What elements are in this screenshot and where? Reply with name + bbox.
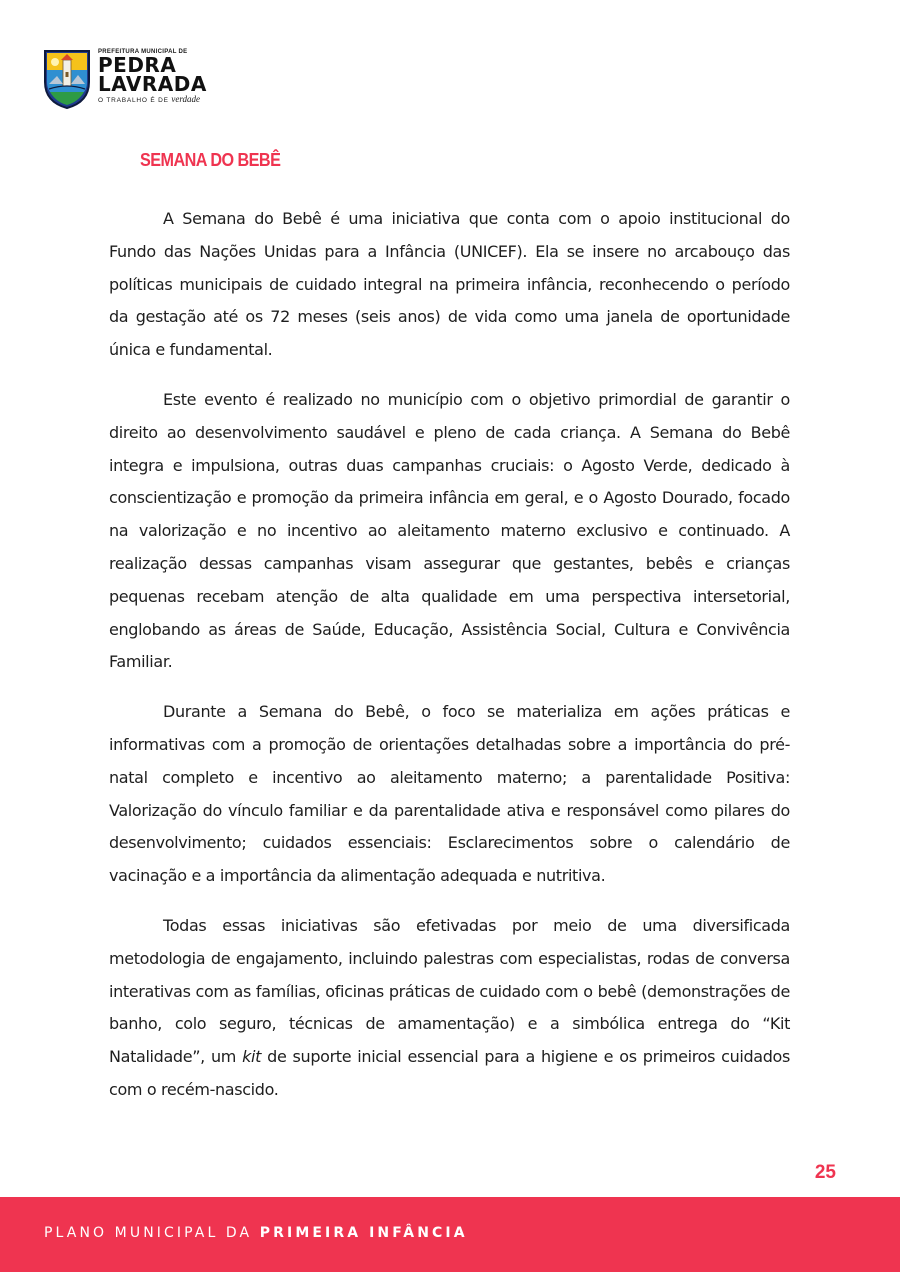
- footer-title-plain: PLANO MUNICIPAL DA: [44, 1225, 260, 1241]
- paragraph-3: Durante a Semana do Bebê, o foco se materializa em ações práticas e informativas com a promoção de orientações detalhadas sobre a importância do pré-natal completo e incentivo ao aleitamento materno; a parentalidade Positiva: Valorização do vínculo familiar e da parentalidade ativa e responsável como pilares do desenvolvimento; cuidados essenciais: Esclarecimentos sobre o calendário de vacinação e a importância da alimentação adequada e nutritiva.: [109, 702, 790, 886]
- logo-tagline-plain: O TRABALHO É DE: [98, 97, 172, 104]
- section-title: SEMANA DO BEBÊ: [140, 150, 281, 170]
- footer-title-bold: PRIMEIRA INFÂNCIA: [259, 1225, 468, 1241]
- body-text: [109, 203, 790, 1107]
- logo-prefix: PREFEITURA MUNICIPAL DE: [98, 49, 188, 55]
- footer-title: [44, 1225, 468, 1241]
- coat-of-arms-icon: [42, 48, 92, 110]
- paragraph-4-part-2: de suporte inicial essencial para a higiene e os primeiros cuidados com o recém-nascido.: [109, 1047, 790, 1099]
- logo-name-line2: LAVRADA: [98, 72, 207, 96]
- logo-name-line1: PEDRA: [98, 53, 177, 77]
- paragraph-4-italic: kit: [242, 1047, 262, 1067]
- paragraph-2: Este evento é realizado no município com o objetivo primordial de garantir o direito ao desenvolvimento saudável e pleno de cada criança. A Semana do Bebê integra e impulsiona, outras duas campanhas cruciais: o Agosto Verde, dedicado à conscientização e promoção da primeira infância em geral, e o Agosto Dourado, focado na valorização e no incentivo ao aleitamento materno exclusivo e continuado. A realização dessas campanhas visam assegurar que gestantes, bebês e crianças pequenas recebam atenção de alta qualidade em uma perspectiva intersetorial, englobando as áreas de Saúde, Educação, Assistência Social, Cultura e Convivência Familiar.: [109, 389, 790, 672]
- municipality-logo: [42, 48, 232, 112]
- logo-tagline: [98, 94, 234, 106]
- paragraph-4-part-1: Todas essas iniciativas são efetivadas por meio de uma diversificada metodologia de engajamento, incluindo palestras com especialistas, rodas de conversa interativas com as famílias, oficinas práticas de cuidado com o bebê (demonstrações de banho, colo seguro, técnicas de amamentação) e a simbólica entrega do “Kit Natalidade”, um: [109, 915, 790, 1067]
- logo-tagline-script: verdade: [171, 94, 201, 104]
- paragraph-4: [109, 910, 790, 1107]
- paragraph-1: A Semana do Bebê é uma iniciativa que conta com o apoio institucional do Fundo das Nações Unidas para a Infância (UNICEF). Ela se insere no arcabouço das políticas municipais de cuidado integral na primeira infância, reconhecendo o período da gestação até os 72 meses (seis anos) de vida como uma janela de oportunidade única e fundamental.: [109, 209, 790, 360]
- footer-bar: [0, 1197, 900, 1272]
- page-number: 25: [814, 1162, 836, 1183]
